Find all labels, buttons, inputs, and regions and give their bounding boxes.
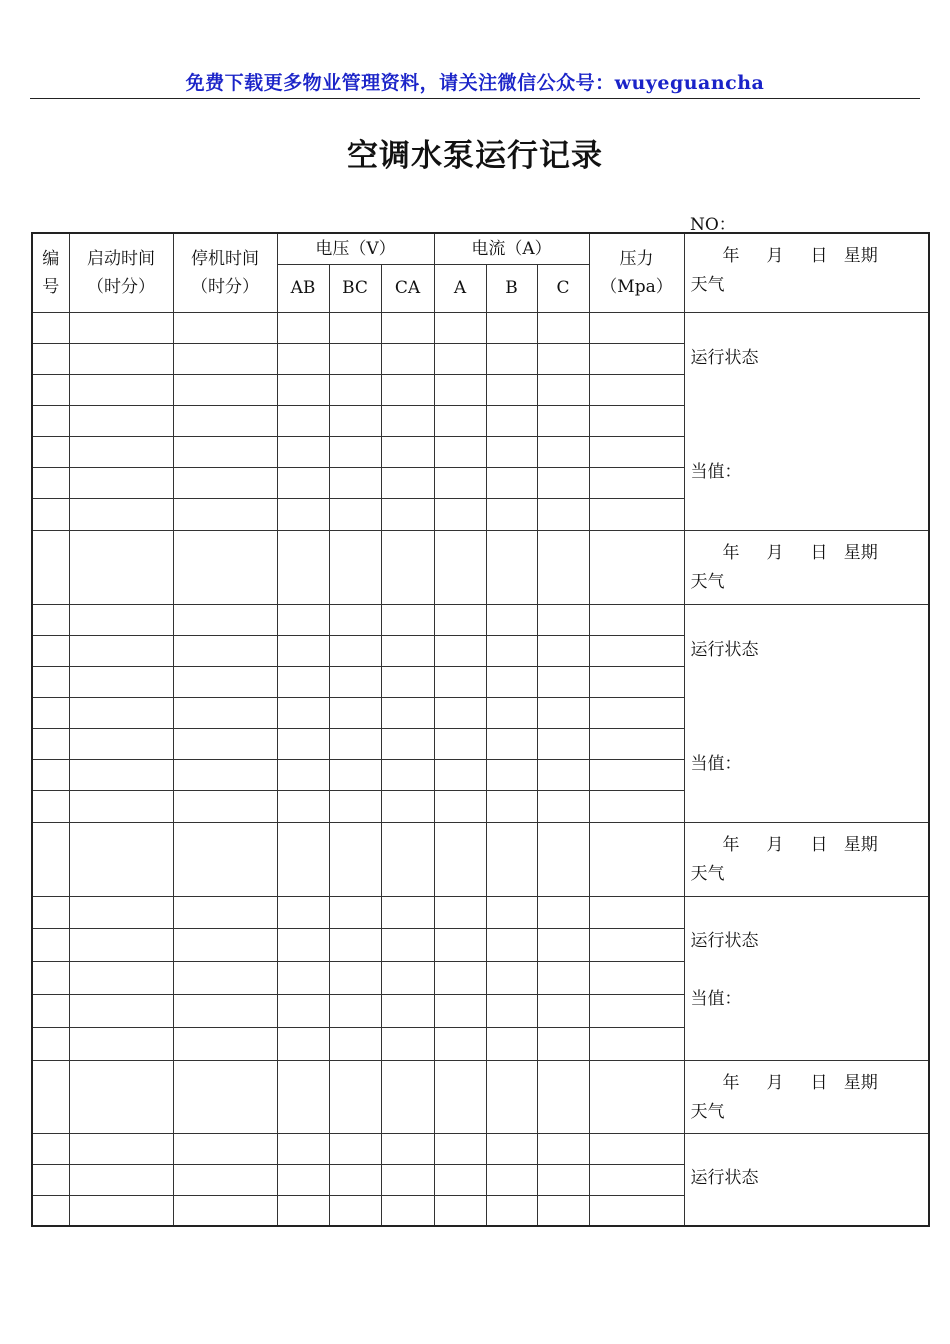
header-voltage-bc: BC bbox=[329, 264, 381, 312]
header-stop-time: 停机时间 （时分） bbox=[173, 233, 277, 312]
table-row bbox=[32, 604, 929, 635]
banner-divider bbox=[30, 98, 920, 99]
header-current-b: B bbox=[486, 264, 537, 312]
header-current-c: C bbox=[537, 264, 589, 312]
header-current: 电流（A） bbox=[434, 233, 589, 264]
status-duty-cell: 运行状态 当值： bbox=[684, 896, 929, 1060]
page-title: 空调水泵运行记录 bbox=[347, 138, 603, 174]
header-start-time: 启动时间 （时分） bbox=[69, 233, 173, 312]
status-duty-cell: 运行状态 bbox=[684, 1133, 929, 1226]
table-row bbox=[32, 312, 929, 343]
status-duty-cell: 运行状态 当值： bbox=[684, 312, 929, 530]
date-weather-cell: 年 月 日 星期 天气 bbox=[684, 530, 929, 604]
header-pressure: 压力 （Mpa） bbox=[589, 233, 684, 312]
table-row bbox=[32, 896, 929, 928]
date-row bbox=[32, 530, 929, 604]
record-table bbox=[31, 232, 930, 1227]
header-number: 编号 bbox=[32, 233, 69, 312]
date-row bbox=[32, 1060, 929, 1133]
header-voltage-ab: AB bbox=[277, 264, 329, 312]
promo-banner: 免费下载更多物业管理资料，请关注微信公众号：wuyeguancha bbox=[185, 72, 765, 94]
table-row bbox=[32, 1133, 929, 1164]
date-weather-cell: 年 月 日 星期 天气 bbox=[684, 822, 929, 896]
date-weather-cell: 年 月 日 星期 天气 bbox=[684, 233, 929, 312]
header-current-a: A bbox=[434, 264, 486, 312]
header-voltage-ca: CA bbox=[381, 264, 434, 312]
status-duty-cell: 运行状态 当值： bbox=[684, 604, 929, 822]
date-row bbox=[32, 822, 929, 896]
header-voltage: 电压（V） bbox=[277, 233, 434, 264]
date-weather-cell: 年 月 日 星期 天气 bbox=[684, 1060, 929, 1133]
record-number-label: NO： bbox=[690, 215, 736, 235]
